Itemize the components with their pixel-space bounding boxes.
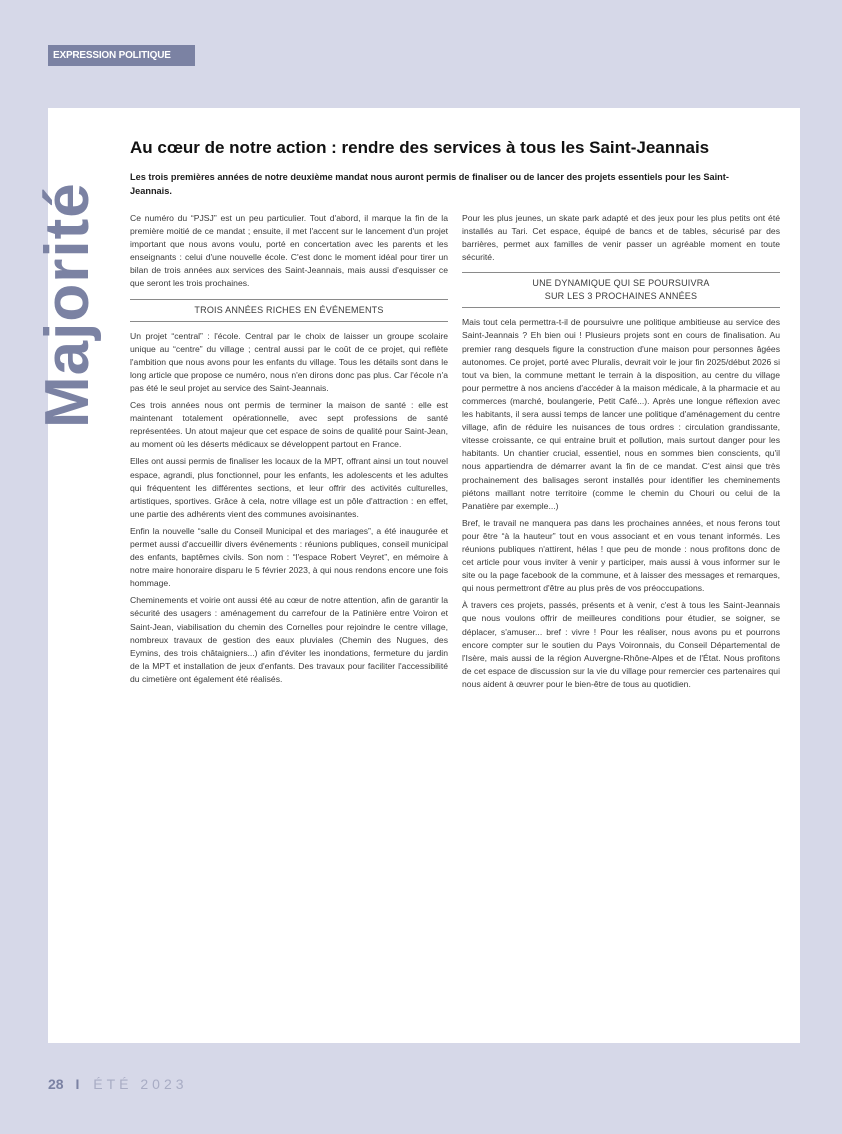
paragraph: Mais tout cela permettra-t-il de poursuivre une politique ambitieuse au service des Saint-Jeannais ? Eh bien oui ! Plusieurs projets sont en cours de finalisation. Au premier rang desquels figure la construction d'une maison pour personnes âgées autonomes. Ce projet, porté avec Pluralis, devrait voir le jour fin 2025/début 2026 si tout va bien, la commune mettant le terrain à la disposition, au centre du village pour permettre à nos anciens d'accéder à la maison médicale, à la pharmacie et au commerces (marché, boulangerie, Petit Café...). Après une longue réflexion avec les habitants, il sera aussi temps de lancer une politique d'aménagement du centre village, afin de réduire les nuisances de tous ordres : circulation grandissante, vitesse croissante, ce qui entraine bruit et pollution, mais surtout danger pour les habitants. Un chantier crucial, essentiel, nous en sommes bien conscients, qu'il nous appartiendra de démarrer avant la fin de ce mandat. C'est ainsi que très prochainement des balisages seront installés pour identifier les cheminements piétons maillant notre territoire (comme le chemin du Chouri ou celui de la Panatière par exemple...) bbox=[462, 317, 780, 511]
paragraph: Elles ont aussi permis de finaliser les locaux de la MPT, offrant ainsi un tout nouvel espace, agrandi, plus fonctionnel, pour les enfants, les adolescents et les adultes qui fréquentent les différentes sections, et leur offrir des activités culturelles, artistiques, sportives. Grâce à cela, notre village est un pôle d'attraction : en effet, une partie des adhérents vient des communes avoisinantes. bbox=[130, 456, 448, 519]
paragraph: Pour les plus jeunes, un skate park adapté et des jeux pour les plus petits ont été installés au Tari. Cet espace, équipé de bancs et de tables, sécurisé par des barrières, permet aux familles de venir passer un agréable moment en toute sécurité. bbox=[462, 213, 780, 263]
article-lede: Les trois premières années de notre deuxième mandat nous auront permis de finaliser ou de lancer des projets essentiels pour les Saint-Jeannais. bbox=[130, 172, 729, 196]
subheading bbox=[462, 272, 780, 308]
paragraph: Ces trois années nous ont permis de terminer la maison de santé : elle est maintenant totalement opérationnelle, avec sept professions de santé représentées. Un atout majeur que cet espace de soins de qualité pour Saint-Jean, au moment où les déserts médicaux se développent partout en France. bbox=[130, 400, 448, 450]
page-footer bbox=[48, 1076, 188, 1092]
subheading-line: SUR LES 3 PROCHAINES ANNÉES bbox=[544, 291, 698, 302]
paragraph: Un projet “central” : l'école. Central par le choix de laisser un groupe scolaire unique au “centre” du village ; central aussi par le coût de ce projet, qui reflète l'ambition que nous avons pour les enfants du village. Tous les détails sont dans le long article que propose ce numéro, nous n'en dirons donc pas plus. Car l'école n'a pas été le seul projet au service des Saint-Jeannais. bbox=[130, 330, 448, 393]
issue-season: ÉTÉ 2023 bbox=[93, 1076, 188, 1092]
side-word: Majorité bbox=[33, 182, 102, 428]
left-column bbox=[130, 212, 448, 690]
footer-separator: I bbox=[75, 1076, 80, 1092]
article-panel bbox=[33, 108, 800, 1043]
page-number: 28 bbox=[48, 1076, 64, 1092]
subheading-line: UNE DYNAMIQUE QUI SE POURSUIVRA bbox=[532, 278, 710, 289]
paragraph: Cheminements et voirie ont aussi été au cœur de notre attention, afin de garantir la sécurité des usagers : aménagement du carrefour de la Patinière entre Voiron et Saint-Jean, viabilisation du chemin des Cornelles pour rejoindre le centre village, nombreux travaux de gestion des eaux pluviales (Chemin des Nugues, des Eymins, des trois châtaigniers...) afin d'éviter les inondations, fermeture du jardin de la MPT et installation de jeux d'enfants. Des travaux pour faciliter l'accessibilité du cimetière ont également été réalisés. bbox=[130, 595, 448, 684]
article-title: Au cœur de notre action : rendre des services à tous les Saint-Jeannais bbox=[130, 138, 710, 157]
side-word-wrapper bbox=[33, 182, 102, 428]
paragraph: Ce numéro du “PJSJ” est un peu particulier. Tout d'abord, il marque la fin de la première moitié de ce mandat ; ensuite, il met l'accent sur le lancement d'un projet important que nous avons voulu, porté en concertation avec les parents et les enseignants : celui d'une nouvelle école. C'est donc le moment idéal pour tirer un bilan de trois années aux services des Saint-Jeannais, mais aussi d'esquisser ce que seront les trois prochaines. bbox=[130, 213, 448, 289]
subheading: TROIS ANNÉES RICHES EN ÉVÉNEMENTS bbox=[130, 299, 448, 322]
paragraph: Bref, le travail ne manquera pas dans les prochaines années, et nous ferons tout pour être “à la hauteur” tout en vous associant et en vous tenant informés. Les réunions publiques n'attirent, hélas ! que peu de monde : nous profitons donc de cet article pour vous inviter à venir y participer, mais aussi à vous informer sur le site ou la page facebook de la commune, et à laisser des messages et remarques, qui nous permettront d'être au plus près de vos préoccupations. bbox=[462, 517, 780, 594]
paragraph: À travers ces projets, passés, présents et à venir, c'est à tous les Saint-Jeannais que nous voulons offrir de meilleures conditions pour étudier, se soigner, se déplacer, s'amuser... bref : vivre ! Pour les réaliser, nous avons pu et pourrons encore compter sur le soutien du Pays Voironnais, du Conseil Départemental de l'Isère, mais aussi de la région Auvergne-Rhône-Alpes et de l'État. Nous profitons de cet espace de discussion sur la vie du village pour remercier ces partenaires qui nous aident à œuvrer pour le bien-être de tous au quotidien. bbox=[462, 600, 780, 689]
section-tag: EXPRESSION POLITIQUE bbox=[48, 45, 195, 66]
paragraph: Enfin la nouvelle “salle du Conseil Municipal et des mariages”, a été inaugurée et permet aussi d'accueillir divers événements : réunions publiques, conseil municipal des enfants, baptêmes civils. Son nom : “l'espace Robert Veyret”, en mémoire à notre maire honoraire disparu le 5 février 2023, à qui nous rendons encore une fois hommage. bbox=[130, 525, 448, 589]
right-column bbox=[462, 212, 780, 695]
